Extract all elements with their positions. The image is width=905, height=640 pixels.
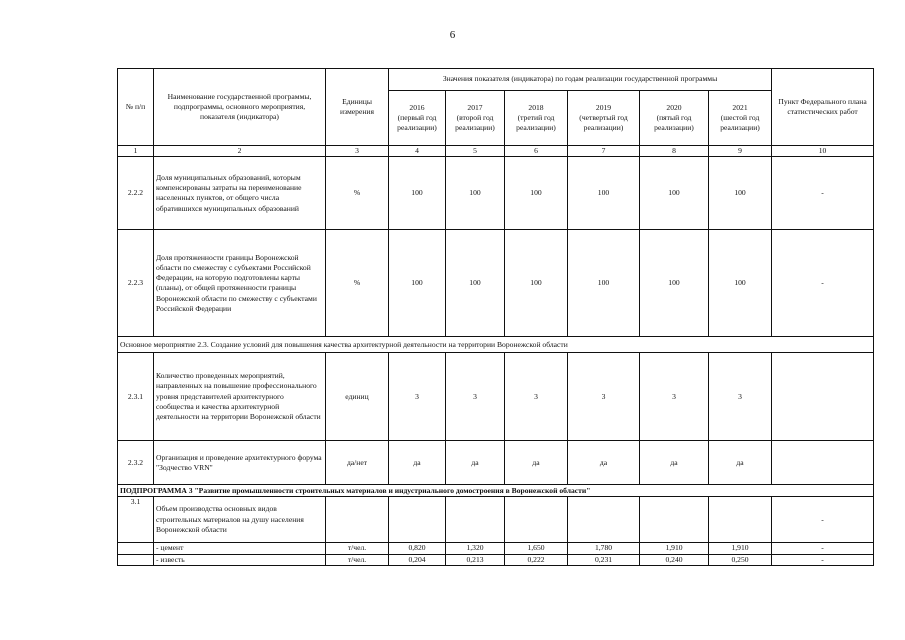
row-num: [118, 554, 154, 565]
value-2021: 0,250: [709, 554, 772, 565]
value-2020: 100: [640, 230, 709, 337]
value-2016: 100: [389, 230, 446, 337]
plan-cell: -: [772, 157, 874, 230]
value-2017: [446, 497, 505, 543]
page-number: 6: [449, 29, 456, 41]
index-cell: 8: [640, 146, 709, 157]
table-row: [118, 441, 874, 485]
header-plan: Пункт Федерального плана статистических работ: [772, 69, 874, 146]
value-2016: 0,820: [389, 543, 446, 554]
value-2017: 100: [446, 157, 505, 230]
value-2019: 3: [568, 353, 640, 441]
row-num: 2.2.3: [118, 230, 154, 337]
value-2021: [709, 497, 772, 543]
unit-cell: единиц: [326, 353, 389, 441]
row-num: 2.2.2: [118, 157, 154, 230]
value-2017: 3: [446, 353, 505, 441]
subprogram-row: [118, 485, 874, 497]
indicator-name: Доля протяженности границы Воронежской области по смежеству с субъектами Российской Федерации, на которую подготовлены карты (планы), от общей протяженности границы Воронежской области по смежеству с субъектами Российской Федерации: [154, 230, 326, 337]
value-2016: 100: [389, 157, 446, 230]
row-num: 2.3.1: [118, 353, 154, 441]
value-2016: 0,204: [389, 554, 446, 565]
row-num: [118, 543, 154, 554]
index-cell: 1: [118, 146, 154, 157]
plan-cell: [772, 353, 874, 441]
value-2019: 100: [568, 230, 640, 337]
value-2018: 3: [505, 353, 568, 441]
value-2016: да: [389, 441, 446, 485]
indicator-name: Количество проведенных мероприятий, направленных на повышение профессионального уровня представителей архитектурного сообщества и качества архитектурной деятельности на территории Воронежской области: [154, 353, 326, 441]
header-year-2021: 2021 (шестой год реализации): [709, 91, 772, 146]
index-cell: 10: [772, 146, 874, 157]
value-2018: [505, 497, 568, 543]
table-row: [118, 353, 874, 441]
index-cell: 3: [326, 146, 389, 157]
index-cell: 9: [709, 146, 772, 157]
table-row: [118, 497, 874, 543]
index-cell: 6: [505, 146, 568, 157]
indicator-name: Организация и проведение архитектурного форума "Зодчество VRN": [154, 441, 326, 485]
value-2019: [568, 497, 640, 543]
value-2017: 100: [446, 230, 505, 337]
indicator-name: Доля муниципальных образований, которым компенсированы затраты на переименование населенных пунктов, от общего числа обратившихся муниципальных образований: [154, 157, 326, 230]
indicator-name: - цемент: [154, 543, 326, 554]
value-2019: 100: [568, 157, 640, 230]
value-2018: 100: [505, 230, 568, 337]
indicators-table: [117, 68, 874, 566]
unit-cell: т/чел.: [326, 554, 389, 565]
table-row: [118, 230, 874, 337]
value-2021: 1,910: [709, 543, 772, 554]
value-2018: 1,650: [505, 543, 568, 554]
header-year-2018: 2018 (третий год реализации): [505, 91, 568, 146]
table-row: [118, 157, 874, 230]
value-2017: 1,320: [446, 543, 505, 554]
header-values-caption: Значения показателя (индикатора) по годам реализации государственной программы: [389, 69, 772, 91]
value-2020: [640, 497, 709, 543]
unit-cell: %: [326, 157, 389, 230]
header-num: № п/п: [118, 69, 154, 146]
index-cell: 2: [154, 146, 326, 157]
section-title: Основное мероприятие 2.3. Создание условий для повышения качества архитектурной деятельности на территории Воронежской области: [118, 337, 874, 353]
value-2019: 1,780: [568, 543, 640, 554]
plan-cell: -: [772, 230, 874, 337]
value-2020: 0,240: [640, 554, 709, 565]
unit-cell: т/чел.: [326, 543, 389, 554]
value-2016: 3: [389, 353, 446, 441]
value-2019: да: [568, 441, 640, 485]
value-2021: 100: [709, 157, 772, 230]
value-2021: 100: [709, 230, 772, 337]
plan-cell: -: [772, 554, 874, 565]
table-row: [118, 554, 874, 565]
value-2021: да: [709, 441, 772, 485]
plan-cell: [772, 441, 874, 485]
indicator-name: Объем производства основных видов строительных материалов на душу населения Воронежской области: [154, 497, 326, 543]
unit-cell: да/нет: [326, 441, 389, 485]
index-cell: 7: [568, 146, 640, 157]
unit-cell: [326, 497, 389, 543]
value-2017: да: [446, 441, 505, 485]
value-2020: 3: [640, 353, 709, 441]
value-2017: 0,213: [446, 554, 505, 565]
header-year-2017: 2017 (второй год реализации): [446, 91, 505, 146]
value-2020: да: [640, 441, 709, 485]
indicator-name: - известь: [154, 554, 326, 565]
header-year-2020: 2020 (пятый год реализации): [640, 91, 709, 146]
row-num: 3.1: [118, 497, 154, 543]
value-2021: 3: [709, 353, 772, 441]
value-2018: да: [505, 441, 568, 485]
value-2018: 100: [505, 157, 568, 230]
subprogram-title: ПОДПРОГРАММА 3 "Развитие промышленности строительных материалов и индустриального домостроения в Воронежской области": [118, 485, 874, 497]
plan-cell: -: [772, 497, 874, 543]
value-2018: 0,222: [505, 554, 568, 565]
header-year-2016: 2016 (первый год реализации): [389, 91, 446, 146]
table-row: [118, 543, 874, 554]
column-index-row: [118, 146, 874, 157]
section-row: [118, 337, 874, 353]
index-cell: 5: [446, 146, 505, 157]
unit-cell: %: [326, 230, 389, 337]
header-unit: Единицы измерения: [326, 69, 389, 146]
row-num: 2.3.2: [118, 441, 154, 485]
value-2020: 1,910: [640, 543, 709, 554]
plan-cell: -: [772, 543, 874, 554]
header-year-2019: 2019 (четвертый год реализации): [568, 91, 640, 146]
value-2019: 0,231: [568, 554, 640, 565]
index-cell: 4: [389, 146, 446, 157]
value-2020: 100: [640, 157, 709, 230]
value-2016: [389, 497, 446, 543]
header-name: Наименование государственной программы, подпрограммы, основного мероприятия, показателя (индикатора): [154, 69, 326, 146]
